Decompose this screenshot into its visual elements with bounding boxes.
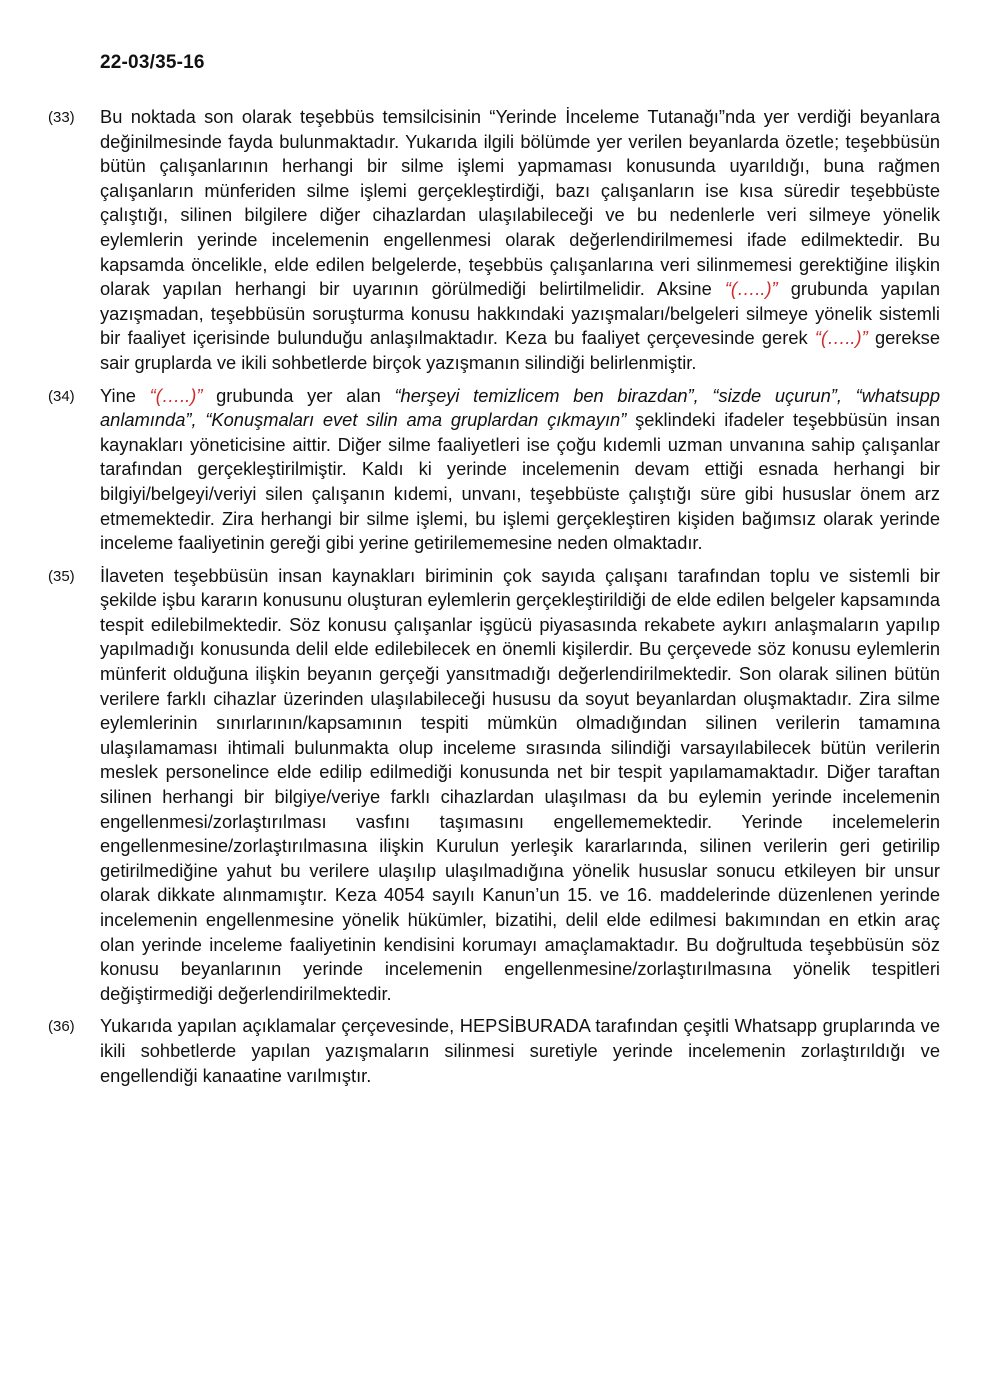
paragraph-body	[100, 564, 940, 1007]
text-segment: İlaveten teşebbüsün insan kaynakları biriminin çok sayıda çalışanı tarafından toplu ve sistemli bir şekilde işbu kararın konusunu oluşturan eylemlerin gerçekleştirildiği de elde edilen belgeler kapsamında tespit edilebilmektedir. Söz konusu çalışanlar işgücü piyasasında rekabete aykırı anlaşmaların yapılıp yapılmadığı konusunda delil elde edilebilecek en önemli kişilerdir. Bu çerçevede söz konusu eylemlerin münferit olduğuna ilişkin beyanın gerçeği yansıtmadığı değerlendirilmektedir. Son olarak silinen bütün verilere farklı cihazlar üzerinden ulaşılabileceği hususu da soyut beyanlardan oluşmaktadır. Zira silme eylemlerinin sınırlarının/kapsamının tespiti mümkün olmadığından silinen verilerin tamamına ulaşılamaması ihtimali bulunmakta olup inceleme sırasında silindiği varsayılabilecek bütün verilerin meslek personelince elde edilip edilmediği konusunda net bir tespit yapılamamaktadır. Diğer taraftan silinen herhangi bir bilgiye/veriye farklı cihazlardan ulaşılması da bu eylemin yerinde incelemenin engellenmesi/zorlaştırılması vasfını taşımasını engellememektedir. Yerinde incelemelerin engellenmesine/zorlaştırılmasına ilişkin Kurulun yerleşik kararlarında, silinen verilerin geri getirilip getirilmediğine yahut bu verilere ulaşılıp ulaşılmadığına yönelik hususlar sonucu etkileyen bir unsur olarak dikkate alınmamıştır. Keza 4054 sayılı Kanun’un 15. ve 16. maddelerinde düzenlenen yerinde incelemenin engellenmesine yönelik hükümler, bizatihi, delil elde edilmesi bakımından en etkin araç olan yerinde inceleme faaliyetinin kendisini korumayı amaçlamaktadır. Bu doğrultuda teşebbüsün söz konusu beyanlarının yerinde incelemenin engellenmesine/zorlaştırılmasına yönelik tespitleri değiştirmediği değerlendirilmektedir.	[100, 564, 940, 1004]
text-segment: gerekse sair gruplarda ve ikili sohbetlerde birçok yazışmanın silindiği belirlenmiştir.	[100, 327, 940, 373]
redacted-group-name: “(…..)”	[814, 327, 868, 349]
paragraph-number: (33)	[48, 109, 75, 126]
paragraph-35	[48, 564, 948, 1007]
paragraph-number: (36)	[48, 1018, 75, 1036]
text-segment: grubunda yapılan yazışmadan, teşebbüsün soruşturma konusu hakkındaki yazışmaları/belgeleri silmeye yönelik sistemli bir faaliyet içerisinde bulunduğu anlaşılmaktadır. Keza bu faaliyet çerçevesinde gerek	[100, 278, 940, 349]
paragraph-34	[48, 384, 948, 556]
paragraph-number: (34)	[48, 387, 75, 405]
text-segment: şeklindeki ifadeler teşebbüsün insan kaynakları yöneticisine aittir. Diğer silme faaliyetleri ise çoğu kıdemli uzman unvanına sahip çalışanlar tarafından gerçekleştirilmiştir. Kaldı ki yerinde incelemenin devam ettiği esnada herhangi bir bilgiyi/belgeyi/veriyi silen çalışanın kıdemi, unvanı, teşebbüste çalıştığı süre gibi hususlar önem arz etmemektedir. Zira herhangi bir silme işlemi, bu işlemi gerçekleştiren kişiden bağımsız olarak yerinde inceleme faaliyetinin gereği gibi yerine getirilememesine neden olmaktadır.	[100, 409, 940, 554]
paragraph-number: (35)	[48, 567, 75, 585]
paragraph-body	[100, 1014, 940, 1088]
document-id: 22-03/35-16	[100, 52, 205, 73]
paragraph-list	[48, 105, 948, 1096]
text-segment: grubunda yer alan	[202, 384, 395, 406]
paragraph-body	[100, 105, 940, 376]
text-segment: Bu noktada son olarak teşebbüs temsilcisinin “Yerinde İnceleme Tutanağı”nda yer verdiği beyanlara değinilmesinde fayda bulunmaktadır. Yukarıda ilgili bölümde yer verilen beyanlarda özetle; teşebbüsün bütün çalışanlarının herhangi bir silme işlemi yapmaması konusunda uyarıldığı, buna rağmen çalışanların münferiden silme işlemi gerçekleştirdiği, bazı çalışanların ise kısa süredir teşebbüste çalıştığı, silinen bilgilere diğer cihazlardan ulaşılabileceği ve bu nedenlerle veri silmeye yönelik eylemlerin yerinde incelemenin engellenmesi olarak değerlendirilmemesi ifade edilmektedir. Bu kapsamda öncelikle, elde edilen belgelerde, teşebbüs çalışanlarına veri silinmemesi gerektiğine ilişkin olarak yapılan herhangi bir uyarının görülmediği belirtilmelidir. Aksine	[100, 106, 940, 300]
redacted-group-name: “(…..)”	[724, 278, 778, 300]
paragraph-36	[48, 1014, 948, 1088]
quoted-messages: “herşeyi temizlicem ben birazdan”, “sizde uçurun”, “whatsupp anlamında”, “Konuşmaları evet silin ama gruplardan çıkmayın”	[100, 384, 940, 431]
paragraph-body	[100, 384, 940, 556]
paragraph-33	[48, 105, 948, 376]
text-segment: Yine	[100, 384, 150, 406]
redacted-group-name: “(…..)”	[149, 384, 203, 406]
text-segment: Yukarıda yapılan açıklamalar çerçevesinde, HEPSİBURADA tarafından çeşitli Whatsapp gruplarında ve ikili sohbetlerde yapılan yazışmaların silinmesi suretiyle yerinde incelemenin zorlaştırıldığı ve engellendiği kanaatine varılmıştır.	[100, 1015, 940, 1086]
